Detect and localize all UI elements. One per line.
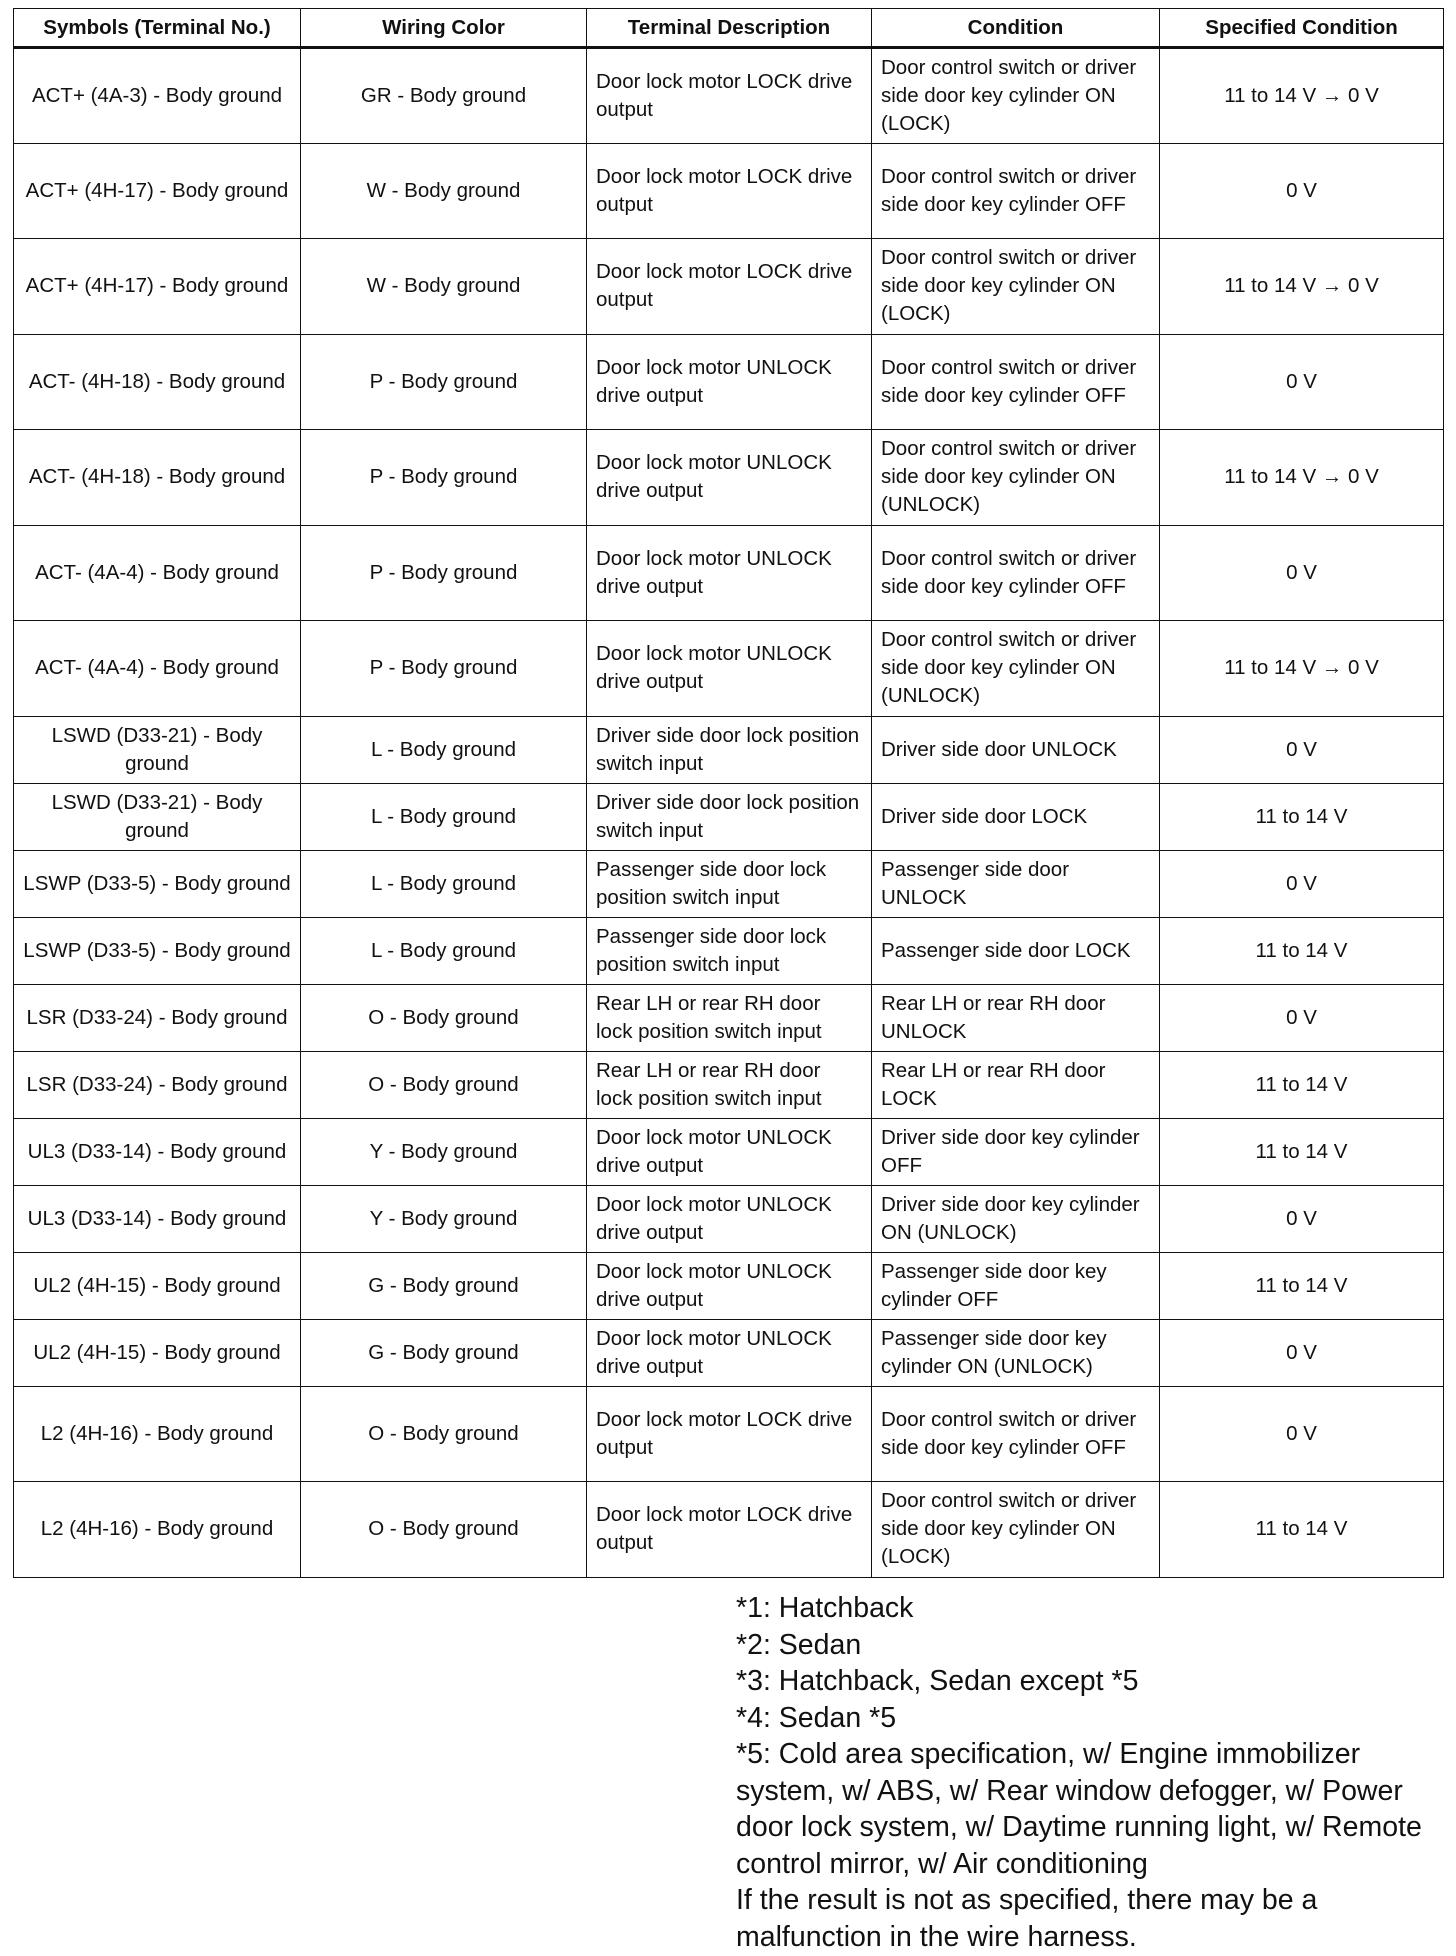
- footnote-3: *3: Hatchback, Sedan except *5: [736, 1665, 1139, 1697]
- cell-symbol: ACT+ (4H-17) - Body ground: [14, 239, 301, 335]
- terminal-spec-table: [13, 8, 1444, 1578]
- cell-specified: 11 to 14 V: [1160, 917, 1444, 984]
- table-row: [14, 334, 1444, 430]
- cell-description: Door lock motor UNLOCK drive output: [587, 1118, 872, 1185]
- cell-wiring: O - Body ground: [301, 1386, 587, 1482]
- cell-description: Door lock motor LOCK drive output: [587, 1482, 872, 1578]
- cell-wiring: L - Body ground: [301, 783, 587, 850]
- cell-condition: Passenger side door LOCK: [872, 917, 1160, 984]
- cell-symbol: ACT- (4A-4) - Body ground: [14, 621, 301, 717]
- cell-wiring: L - Body ground: [301, 716, 587, 783]
- cell-condition: Passenger side door key cylinder OFF: [872, 1252, 1160, 1319]
- cell-wiring: Y - Body ground: [301, 1118, 587, 1185]
- table-row: [14, 783, 1444, 850]
- cell-wiring: P - Body ground: [301, 621, 587, 717]
- cell-condition: Door control switch or driver side door key cylinder OFF: [872, 334, 1160, 430]
- cell-condition: Driver side door key cylinder ON (UNLOCK): [872, 1185, 1160, 1252]
- cell-symbol: UL3 (D33-14) - Body ground: [14, 1118, 301, 1185]
- cell-specified: 0 V: [1160, 143, 1444, 239]
- table-row: [14, 1118, 1444, 1185]
- cell-specified: 11 to 14 V: [1160, 1482, 1444, 1578]
- table-row: [14, 1185, 1444, 1252]
- table-row: [14, 48, 1444, 144]
- cell-specified: 11 to 14 V → 0 V: [1160, 430, 1444, 526]
- table-row: [14, 917, 1444, 984]
- cell-symbol: LSWP (D33-5) - Body ground: [14, 917, 301, 984]
- cell-description: Door lock motor UNLOCK drive output: [587, 430, 872, 526]
- cell-condition: Driver side door UNLOCK: [872, 716, 1160, 783]
- cell-condition: Door control switch or driver side door key cylinder ON (LOCK): [872, 48, 1160, 144]
- cell-symbol: LSR (D33-24) - Body ground: [14, 984, 301, 1051]
- cell-description: Door lock motor UNLOCK drive output: [587, 1252, 872, 1319]
- cell-symbol: LSWD (D33-21) - Body ground: [14, 783, 301, 850]
- cell-description: Door lock motor UNLOCK drive output: [587, 1185, 872, 1252]
- cell-wiring: P - Body ground: [301, 334, 587, 430]
- cell-specified: 11 to 14 V: [1160, 1051, 1444, 1118]
- table-row: [14, 239, 1444, 335]
- cell-specified: 0 V: [1160, 1319, 1444, 1386]
- cell-symbol: ACT- (4H-18) - Body ground: [14, 334, 301, 430]
- table-row: [14, 525, 1444, 621]
- header-wiring-color: Wiring Color: [301, 9, 587, 48]
- cell-description: Door lock motor UNLOCK drive output: [587, 525, 872, 621]
- cell-wiring: Y - Body ground: [301, 1185, 587, 1252]
- cell-description: Door lock motor LOCK drive output: [587, 48, 872, 144]
- cell-description: Passenger side door lock position switch input: [587, 917, 872, 984]
- cell-wiring: O - Body ground: [301, 1482, 587, 1578]
- table-row: [14, 850, 1444, 917]
- cell-description: Driver side door lock position switch input: [587, 783, 872, 850]
- cell-condition: Door control switch or driver side door key cylinder OFF: [872, 525, 1160, 621]
- cell-condition: Driver side door LOCK: [872, 783, 1160, 850]
- cell-wiring: GR - Body ground: [301, 48, 587, 144]
- table-row: [14, 621, 1444, 717]
- cell-symbol: ACT- (4A-4) - Body ground: [14, 525, 301, 621]
- cell-condition: Door control switch or driver side door key cylinder OFF: [872, 143, 1160, 239]
- cell-specified: 0 V: [1160, 1386, 1444, 1482]
- footnote-4: *4: Sedan *5: [736, 1701, 897, 1734]
- cell-description: Rear LH or rear RH door lock position switch input: [587, 1051, 872, 1118]
- cell-condition: Door control switch or driver side door key cylinder OFF: [872, 1386, 1160, 1482]
- cell-specified: 11 to 14 V: [1160, 1252, 1444, 1319]
- cell-wiring: O - Body ground: [301, 1051, 587, 1118]
- cell-symbol: LSWD (D33-21) - Body ground: [14, 716, 301, 783]
- cell-condition: Passenger side door UNLOCK: [872, 850, 1160, 917]
- cell-specified: 11 to 14 V → 0 V: [1160, 621, 1444, 717]
- cell-wiring: W - Body ground: [301, 143, 587, 239]
- cell-wiring: G - Body ground: [301, 1319, 587, 1386]
- cell-specified: 0 V: [1160, 850, 1444, 917]
- cell-description: Door lock motor UNLOCK drive output: [587, 334, 872, 430]
- cell-symbol: L2 (4H-16) - Body ground: [14, 1386, 301, 1482]
- footnotes: [736, 1590, 1446, 1955]
- cell-specified: 11 to 14 V: [1160, 783, 1444, 850]
- cell-condition: Rear LH or rear RH door UNLOCK: [872, 984, 1160, 1051]
- footnote-5: *5: Cold area specification, w/ Engine immobilizer system, w/ ABS, w/ Rear window defogger, w/ Power door lock system, w/ Daytime running light, w/ Remote control mirror, w/ Air conditioning: [736, 1738, 1422, 1880]
- table-row: [14, 716, 1444, 783]
- cell-symbol: ACT+ (4H-17) - Body ground: [14, 143, 301, 239]
- cell-description: Door lock motor LOCK drive output: [587, 239, 872, 335]
- header-row: [14, 9, 1444, 48]
- cell-description: Door lock motor UNLOCK drive output: [587, 1319, 872, 1386]
- cell-specified: 0 V: [1160, 716, 1444, 783]
- cell-wiring: O - Body ground: [301, 984, 587, 1051]
- cell-wiring: P - Body ground: [301, 525, 587, 621]
- cell-wiring: L - Body ground: [301, 917, 587, 984]
- cell-specified: 0 V: [1160, 525, 1444, 621]
- result-note: If the result is not as specified, there may be a malfunction in the wire harness.: [736, 1884, 1318, 1953]
- cell-condition: Driver side door key cylinder OFF: [872, 1118, 1160, 1185]
- table-row: [14, 1482, 1444, 1578]
- table-row: [14, 1386, 1444, 1482]
- table-row: [14, 984, 1444, 1051]
- cell-description: Driver side door lock position switch input: [587, 716, 872, 783]
- table-row: [14, 1051, 1444, 1118]
- cell-specified: 11 to 14 V → 0 V: [1160, 239, 1444, 335]
- cell-condition: Door control switch or driver side door key cylinder ON (UNLOCK): [872, 430, 1160, 526]
- table-row: [14, 143, 1444, 239]
- cell-symbol: ACT+ (4A-3) - Body ground: [14, 48, 301, 144]
- header-condition: Condition: [872, 9, 1160, 48]
- cell-symbol: L2 (4H-16) - Body ground: [14, 1482, 301, 1578]
- cell-description: Door lock motor LOCK drive output: [587, 143, 872, 239]
- cell-wiring: L - Body ground: [301, 850, 587, 917]
- cell-condition: Door control switch or driver side door key cylinder ON (LOCK): [872, 239, 1160, 335]
- table-row: [14, 1319, 1444, 1386]
- cell-specified: 11 to 14 V → 0 V: [1160, 48, 1444, 144]
- cell-condition: Door control switch or driver side door key cylinder ON (LOCK): [872, 1482, 1160, 1578]
- cell-symbol: ACT- (4H-18) - Body ground: [14, 430, 301, 526]
- cell-wiring: P - Body ground: [301, 430, 587, 526]
- cell-description: Passenger side door lock position switch input: [587, 850, 872, 917]
- cell-specified: 0 V: [1160, 984, 1444, 1051]
- footnote-1: *1: Hatchback: [736, 1592, 914, 1624]
- footnote-2: *2: Sedan: [736, 1628, 862, 1661]
- cell-specified: 11 to 14 V: [1160, 1118, 1444, 1185]
- cell-symbol: UL3 (D33-14) - Body ground: [14, 1185, 301, 1252]
- table-row: [14, 1252, 1444, 1319]
- cell-symbol: UL2 (4H-15) - Body ground: [14, 1319, 301, 1386]
- cell-description: Door lock motor LOCK drive output: [587, 1386, 872, 1482]
- cell-condition: Rear LH or rear RH door LOCK: [872, 1051, 1160, 1118]
- header-specified-condition: Specified Condition: [1160, 9, 1444, 48]
- cell-symbol: LSWP (D33-5) - Body ground: [14, 850, 301, 917]
- cell-wiring: G - Body ground: [301, 1252, 587, 1319]
- cell-condition: Passenger side door key cylinder ON (UNLOCK): [872, 1319, 1160, 1386]
- cell-description: Door lock motor UNLOCK drive output: [587, 621, 872, 717]
- cell-wiring: W - Body ground: [301, 239, 587, 335]
- cell-specified: 0 V: [1160, 1185, 1444, 1252]
- cell-symbol: LSR (D33-24) - Body ground: [14, 1051, 301, 1118]
- cell-specified: 0 V: [1160, 334, 1444, 430]
- table-row: [14, 430, 1444, 526]
- header-terminal-description: Terminal Description: [587, 9, 872, 48]
- cell-description: Rear LH or rear RH door lock position switch input: [587, 984, 872, 1051]
- header-symbols: Symbols (Terminal No.): [14, 9, 301, 48]
- cell-symbol: UL2 (4H-15) - Body ground: [14, 1252, 301, 1319]
- cell-condition: Door control switch or driver side door key cylinder ON (UNLOCK): [872, 621, 1160, 717]
